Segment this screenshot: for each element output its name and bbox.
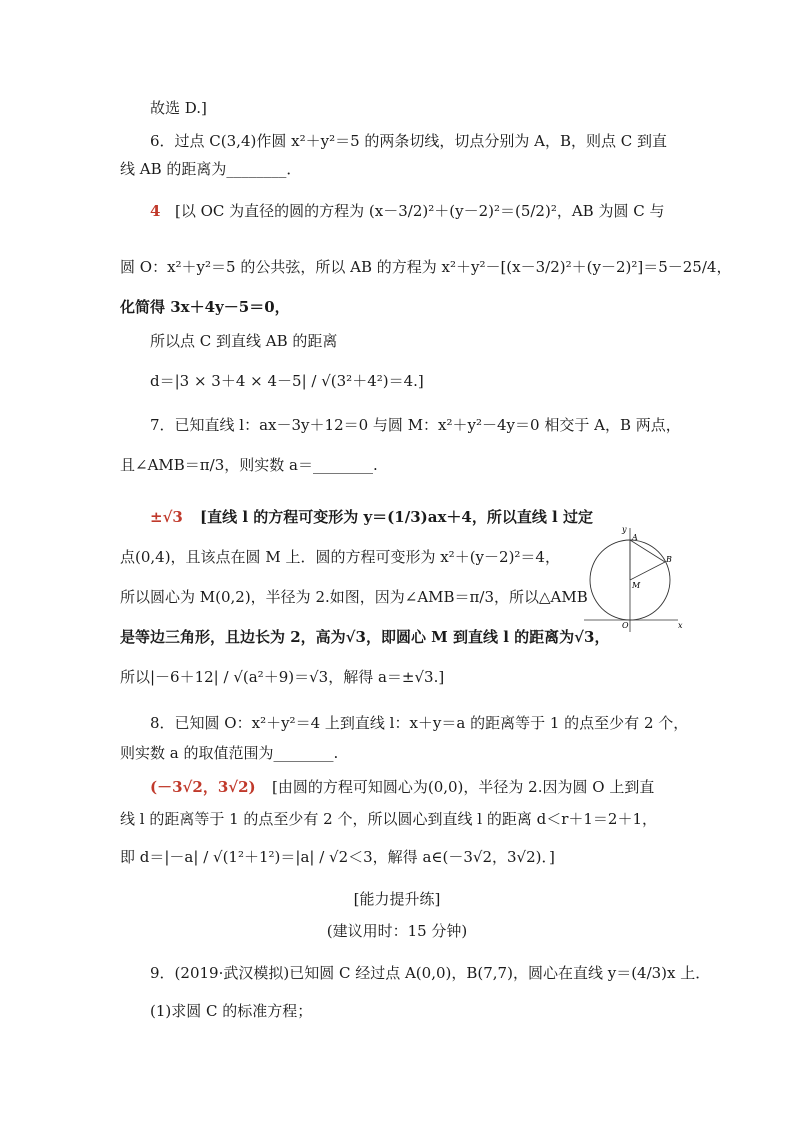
solution-line: 所以点 C 到直线 AB 的距离 <box>150 332 338 350</box>
solution-line: 化简得 3x＋4y－5＝0， <box>120 298 290 316</box>
solution-line: 圆 O：x²＋y²＝5 的公共弦，所以 AB 的方程为 x²＋y²－[(x－3/2)²＋(y－2)²]＝5－25/4， <box>120 258 732 276</box>
label-a: A <box>632 533 638 542</box>
question-7-stem-cont: 且∠AMB＝π/3，则实数 a＝________. <box>120 456 378 474</box>
solution-line: [以 OC 为直径的圆的方程为 (x－3/2)²＋(y－2)²＝(5/2)²，AB 为圆 C 与 <box>175 202 665 220</box>
question-6-stem: 6．过点 C(3,4)作圆 x²＋y²＝5 的两条切线，切点分别为 A，B，则点 C 到直 <box>150 132 668 150</box>
answer-7: ±√3 <box>150 508 183 526</box>
label-y: y <box>622 525 627 534</box>
suggested-time: (建议用时：15 分钟) <box>326 922 468 940</box>
label-x: x <box>678 621 683 630</box>
answer-6: 4 <box>150 202 161 220</box>
solution-line: [直线 l 的方程可变形为 y＝(1/3)ax＋4，所以直线 l 过定 <box>200 508 593 526</box>
question-8-stem-cont: 则实数 a 的取值范围为________. <box>120 744 339 762</box>
label-m: M <box>632 581 641 590</box>
solution-line: 点(0,4)，且该点在圆 M 上．圆的方程可变形为 x²＋(y－2)²＝4， <box>120 548 560 566</box>
question-7-stem: 7．已知直线 l：ax－3y＋12＝0 与圆 M：x²＋y²－4y＝0 相交于 A，B 两点， <box>150 416 681 434</box>
solution-line: 所以|－6＋12| / √(a²＋9)＝√3，解得 a＝±√3.] <box>120 668 445 686</box>
question-8-stem: 8．已知圆 O：x²＋y²＝4 上到直线 l：x＋y＝a 的距离等于 1 的点至少有 2 个， <box>150 714 689 732</box>
solution-line: 线 l 的距离等于 1 的点至少有 2 个，所以圆心到直线 l 的距离 d＜r＋1＝2＋1， <box>120 810 658 828</box>
solution-line: 是等边三角形，且边长为 2，高为√3，即圆心 M 到直线 l 的距离为√3， <box>120 628 610 646</box>
text-line: 故选 D.] <box>150 99 207 117</box>
solution-line: 即 d＝|－a| / √(1²＋1²)＝|a| / √2＜3，解得 a∈(－3√2，3√2)．] <box>120 848 555 866</box>
radius-mb <box>630 562 665 580</box>
label-b: B <box>666 555 672 564</box>
question-6-stem-cont: 线 AB 的距离为________． <box>120 160 302 178</box>
solution-line: 所以圆心为 M(0,2)，半径为 2.如图，因为∠AMB＝π/3，所以△AMB <box>120 588 588 606</box>
answer-8: (－3√2，3√2) <box>150 778 256 796</box>
label-o: O <box>622 621 629 630</box>
section-heading: [能力提升练] <box>353 890 441 908</box>
solution-line: d＝|3 × 3＋4 × 4－5| / √(3²＋4²)＝4.] <box>150 372 424 390</box>
question-9-part-1: (1)求圆 C 的标准方程； <box>150 1002 313 1020</box>
solution-line: [由圆的方程可知圆心为(0,0)，半径为 2.因为圆 O 上到直 <box>272 778 655 796</box>
question-9-stem: 9．(2019·武汉模拟)已知圆 C 经过点 A(0,0)，B(7,7)，圆心在直线 y＝(4/3)x 上． <box>150 964 711 982</box>
circle-diagram <box>582 524 682 634</box>
chord-ab <box>630 540 665 562</box>
